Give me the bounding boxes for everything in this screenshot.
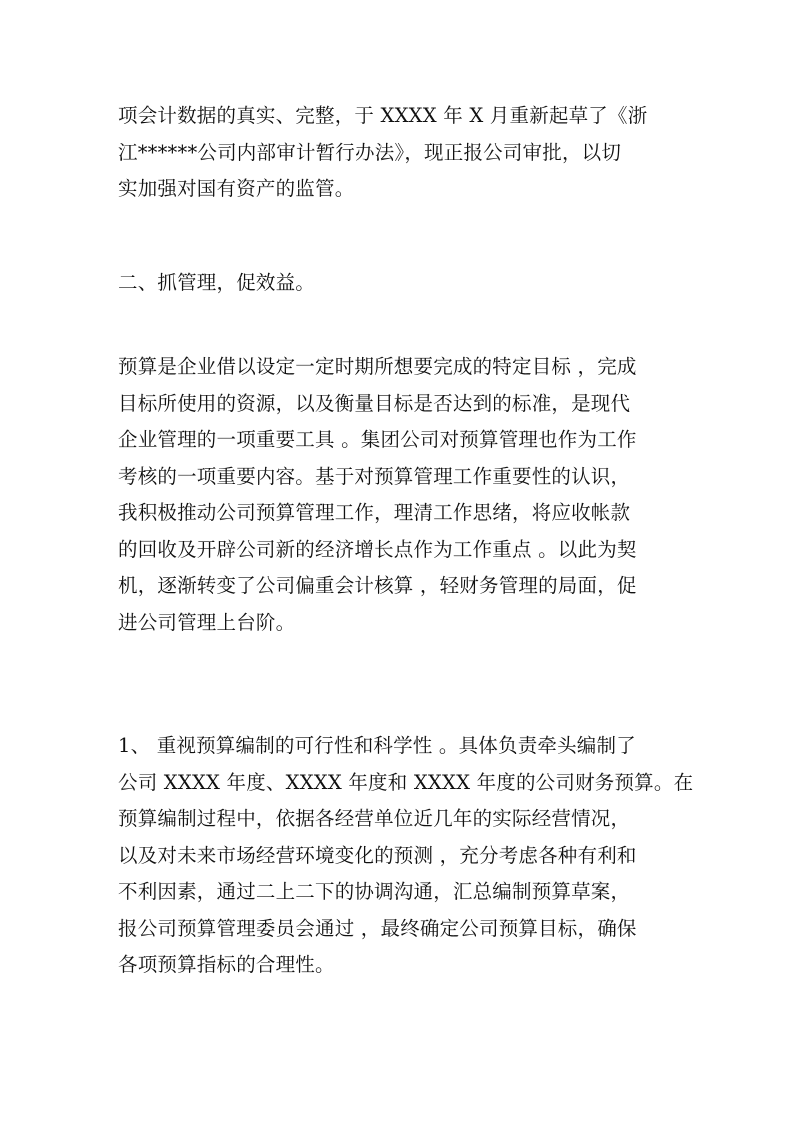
heading-text: 二、抓管理，促效益。 xyxy=(118,271,316,294)
paragraph-budget-management xyxy=(118,349,693,641)
text-line: 预算是企业借以设定一定时期所想要完成的特定目标 ，完成 xyxy=(118,355,637,378)
text-line: 各项预算指标的合理性。 xyxy=(118,953,335,976)
text-line: 我积极推动公司预算管理工作，理清工作思绪，将应收帐款 xyxy=(118,501,631,524)
text-line: 考核的一项重要内容。基于对预算管理工作重要性的认识， xyxy=(118,464,631,488)
text-line: 目标所使用的资源，以及衡量目标是否达到的标准，是现代 xyxy=(118,391,631,415)
text-line: 江******公司内部审计暂行办法》，现正报公司审批，以切 xyxy=(118,140,622,164)
text-line: 项会计数据的真实、完整，于 XXXX 年 X 月重新起草了《浙 xyxy=(118,104,648,127)
section-heading xyxy=(118,265,693,302)
text-line: 以及对未来市场经营环境变化的预测 ，充分考虑各种有利和 xyxy=(118,843,637,867)
text-line: 的回收及开辟公司新的经济增长点作为工作重点 。以此为契 xyxy=(118,537,637,561)
text-line: 预算编制过程中，依据各经营单位近几年的实际经营情况， xyxy=(118,807,631,830)
text-line: 进公司管理上台阶。 xyxy=(118,610,296,634)
paragraph-audit-measures xyxy=(118,98,693,208)
text-line: 1、 重视预算编制的可行性和科学性 。具体负责牵头编制了 xyxy=(118,734,636,757)
text-line: 报公司预算管理委员会通过 ，最终确定公司预算目标，确保 xyxy=(118,916,637,940)
text-line: 实加强对国有资产的监管。 xyxy=(118,177,355,200)
text-line: 企业管理的一项重要工具 。集团公司对预算管理也作为工作 xyxy=(118,428,637,451)
text-line: 公司 XXXX 年度、XXXX 年度和 XXXX 年度的公司财务预算。在 xyxy=(118,770,693,794)
text-line: 机，逐渐转变了公司偏重会计核算 ，轻财务管理的局面，促 xyxy=(118,574,637,597)
text-line: 不利因素，通过二上二下的协调沟通，汇总编制预算草案， xyxy=(118,880,631,903)
paragraph-budget-preparation xyxy=(118,728,693,984)
